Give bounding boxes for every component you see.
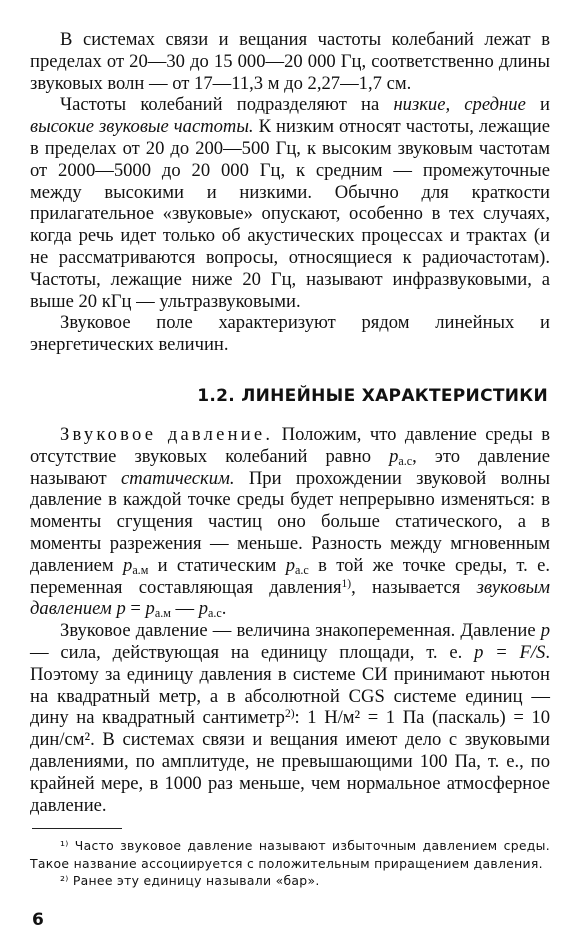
footnote-2: ²⁾ Ранее эту единицу называли «бар». xyxy=(60,873,320,888)
paragraph-frequency-ranges: В системах связи и вещания частоты колебаний лежат в пределах от 20—30 до 15 000—20 000 Гц, соответственно длины звуковых волн — от 17—11,3 м до 2,27—1,7 см. xyxy=(30,29,550,94)
paragraph-pressure-units: Звуковое давление — величина знакопеременная. Давление p — сила, действующая на единицу площади, т. е. p = F/S. Поэтому за единицу давления в системе СИ принимают ньютон на квадратный метр, а в абсолютной CGS системе единиц — дину на квадратный сантиметр$^{2)}$: 1 Н/м² = 1 Па (паскаль) = 10 дин/см². В системах связи и вещания имеют дело с звуковыми давлениями, по амплитуде, не превышающими 100 Па, т. е., по крайней мере, в 1000 раз меньше, чем нормальное атмосферное давление. xyxy=(30,620,550,816)
intro-section xyxy=(30,29,550,356)
footnote-ref-2: 2) xyxy=(284,708,295,721)
footnote-ref-1: 1) xyxy=(341,577,352,590)
section-heading: 1.2. ЛИНЕЙНЫЕ ХАРАКТЕРИСТИКИ xyxy=(197,386,548,406)
footnote-divider xyxy=(32,828,122,829)
paragraph-frequency-classes: Частоты колебаний подразделяют на низкие, средние и высокие звуковые частоты. К низким относят частоты, лежащие в пределах от 20 до 200—500 Гц, к высоким звуковым частотам от 2000—5000 до 20 000 Гц, к средним — промежуточные между высокими и низкими. Обычно для краткости прилагательное «звуковые» опускают, особенно в тех случаях, когда речь идет только об акустических процессах и трактах (и не рассматриваются вопросы, относящиеся к радиочастотам). Частоты, лежащие ниже 20 Гц, называют инфразвуковыми, а выше 20 кГц — ультразвуковыми. xyxy=(30,94,551,312)
formula-p-equals-f-over-s: p = F/S xyxy=(474,641,546,663)
term-sound-pressure: Звуковое давление. xyxy=(60,424,274,445)
paragraph-sound-field: Звуковое поле характеризуют рядом линейных и энергетических величин. xyxy=(30,312,550,356)
page-number: 6 xyxy=(32,910,44,930)
footnotes xyxy=(30,837,550,890)
footnote-1: ¹⁾ Часто звуковое давление называют избыточным давлением среды. Такое название ассоциируется с положительным приращением давления. xyxy=(30,838,550,871)
linear-characteristics-section xyxy=(30,424,550,816)
paragraph-sound-pressure-definition: Звуковое давление. Положим, что давление среды в отсутствие звуковых колебаний равно $p_{а.с}$, это давление называют статическим. При прохождении звуковой волны давление в каждой точке среды будет непрерывно изменяться: в моменты сгущения частиц оно больше статического, а в моменты разрежения — меньше. Разность между мгновенным давлением $p_{а.м}$ и статическим $p_{а.с}$ в той же точке среды, т. е. переменная составляющая давления$^{1)}$, называется звуковым давлением $p = p_{а.м}$ — $p_{а.с}$. xyxy=(30,424,551,621)
